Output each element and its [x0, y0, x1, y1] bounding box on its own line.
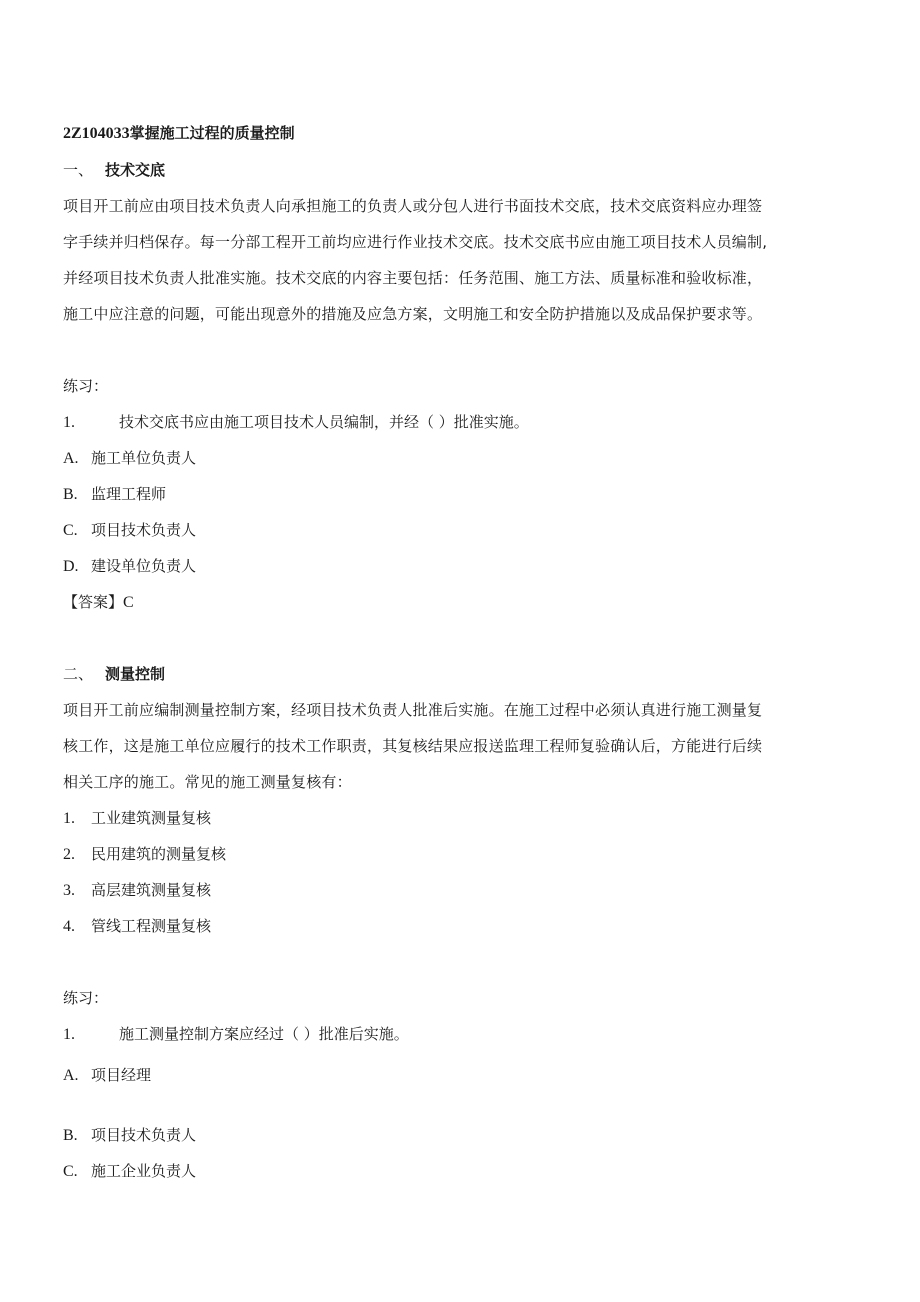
answer-label: 【答案】 [63, 593, 124, 611]
list-text: 高层建筑测量复核 [91, 881, 212, 899]
paragraph-line: 项目开工前应编制测量控制方案，经项目技术负责人批准后实施。在施工过程中必须认真进行施工测量复 [63, 701, 763, 719]
option-text: 建设单位负责人 [91, 557, 197, 575]
option-letter: C. [63, 1163, 78, 1180]
title-text: 掌握施工过程的质量控制 [129, 124, 295, 142]
section-number: 二、 [63, 665, 94, 683]
paragraph-line: 施工中应注意的问题，可能出现意外的措施及应急方案，文明施工和安全防护措施以及成品保护要求等。 [63, 305, 763, 323]
answer-value: C [123, 594, 134, 611]
answer-line [63, 592, 134, 613]
option-b [63, 484, 166, 505]
option-text: 项目技术负责人 [91, 521, 197, 539]
title-code: 2Z104033 [63, 125, 130, 142]
list-item [63, 844, 226, 865]
practice-label: 练习： [63, 377, 109, 395]
option-text: 施工单位负责人 [91, 449, 197, 467]
option-text: 项目技术负责人 [91, 1126, 197, 1144]
option-d [63, 556, 196, 577]
list-item [63, 880, 211, 901]
list-item [63, 808, 211, 829]
option-letter: A. [63, 450, 79, 467]
question-number: 1. [63, 414, 75, 431]
question-number: 1. [63, 1026, 75, 1043]
question-text: 施工测量控制方案应经过（ ）批准后实施。 [119, 1025, 409, 1043]
option-letter: B. [63, 1127, 78, 1144]
list-text: 民用建筑的测量复核 [91, 845, 227, 863]
option-text: 施工企业负责人 [91, 1162, 197, 1180]
option-a [63, 448, 196, 469]
option-text: 项目经理 [91, 1066, 152, 1084]
paragraph-line: 并经项目技术负责人批准实施。技术交底的内容主要包括：任务范围、施工方法、质量标准和验收标准， [63, 269, 763, 287]
list-number: 3. [63, 882, 75, 899]
list-number: 4. [63, 918, 75, 935]
list-number: 1. [63, 810, 75, 827]
list-number: 2. [63, 846, 75, 863]
section-heading-1 [63, 160, 165, 180]
paragraph-line: 相关工序的施工。常见的施工测量复核有： [63, 773, 352, 791]
question-2 [63, 1024, 409, 1045]
page-title [63, 123, 295, 144]
paragraph-line: 核工作，这是施工单位应履行的技术工作职责，其复核结果应报送监理工程师复验确认后，方能进行后续 [63, 737, 763, 755]
practice-label: 练习： [63, 989, 109, 1007]
option-letter: B. [63, 486, 78, 503]
section-title: 技术交底 [105, 161, 166, 179]
question-1 [63, 412, 529, 433]
section-title: 测量控制 [105, 665, 166, 683]
question-text: 技术交底书应由施工项目技术人员编制，并经（ ）批准实施。 [119, 413, 529, 431]
option-c [63, 1161, 196, 1182]
option-letter: C. [63, 522, 78, 539]
option-text: 监理工程师 [91, 485, 167, 503]
section-heading-2 [63, 664, 165, 684]
list-item [63, 916, 211, 937]
option-b [63, 1125, 196, 1146]
paragraph-line: 字手续并归档保存。每一分部工程开工前均应进行作业技术交底。技术交底书应由施工项目技术人员编制, [63, 233, 768, 251]
option-letter: D. [63, 558, 79, 575]
paragraph-line: 项目开工前应由项目技术负责人向承担施工的负责人或分包人进行书面技术交底，技术交底资料应办理签 [63, 197, 763, 215]
list-text: 管线工程测量复核 [91, 917, 212, 935]
section-number: 一、 [63, 161, 94, 179]
option-a [63, 1065, 151, 1086]
list-text: 工业建筑测量复核 [91, 809, 212, 827]
option-c [63, 520, 196, 541]
option-letter: A. [63, 1067, 79, 1084]
